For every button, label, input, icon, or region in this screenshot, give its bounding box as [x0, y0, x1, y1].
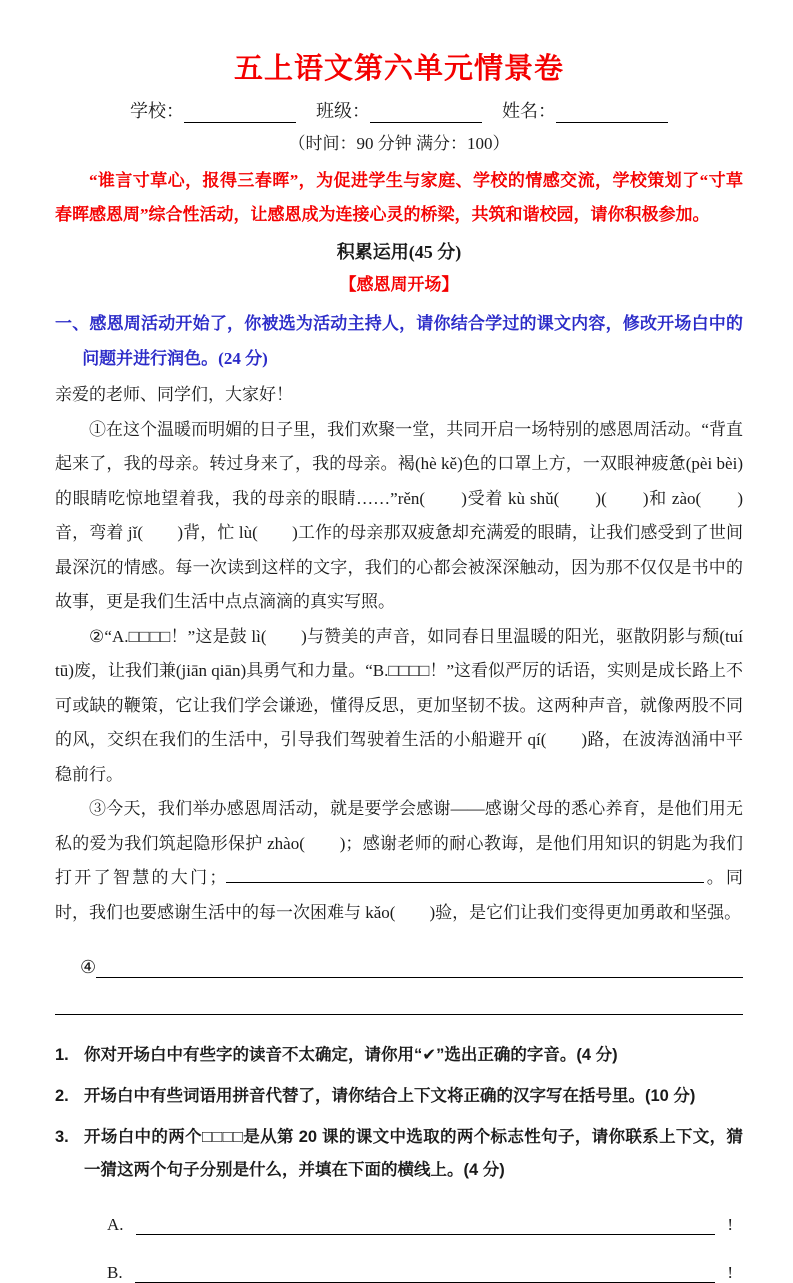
class-field [316, 97, 496, 123]
question-2 [55, 1080, 743, 1113]
page-title: 五上语文第六单元情景卷 [233, 53, 564, 85]
name-label: 姓名： [502, 101, 556, 121]
answer-a-suffix: ! [727, 1215, 733, 1234]
answer-b-suffix: ! [727, 1263, 733, 1282]
question-1-text: 你对开场白中有些字的读音不太确定，请你用“✔”选出正确的字音。(4 分) [84, 1046, 618, 1064]
speech-greeting: 亲爱的老师、同学们，大家好！ [55, 385, 293, 404]
intro-paragraph: “谁言寸草心，报得三春晖”，为促进学生与家庭、学校的情感交流，学校策划了“寸草春晖感恩周”综合性活动，让感恩成为连接心灵的桥梁，共筑和谐校园，请你积极参加。 [55, 171, 743, 224]
answer-line-a [107, 1207, 733, 1235]
opening-speech [55, 378, 743, 930]
school-blank-line [184, 102, 296, 123]
class-label: 班级： [316, 101, 370, 121]
question-3 [55, 1121, 743, 1187]
class-blank-line [370, 102, 482, 123]
answer-a-blank-line [136, 1216, 716, 1235]
answer-b-label: B. [107, 1263, 123, 1282]
paragraph-4-blank-line [96, 958, 743, 978]
answer-line-b [107, 1255, 733, 1283]
paragraph-4-marker: ④ [80, 957, 97, 977]
question-list [55, 1039, 743, 1187]
section-title: 积累运用(45 分) [336, 242, 462, 262]
continuation-blank-line [55, 1014, 743, 1015]
speech-paragraph-3 [55, 792, 743, 930]
inline-answer-blank [226, 865, 704, 883]
question-2-number: 2. [55, 1087, 69, 1105]
answer-a-label: A. [107, 1215, 124, 1234]
question-3-text: 开场白中的两个□□□□是从第 20 课的课文中选取的两个标志性句子，请你联系上下文，猜一猜这两个句子分别是什么，并填在下面的横线上。(4 分) [84, 1128, 743, 1179]
answer-b-blank-line [135, 1264, 716, 1283]
question-1-number: 1. [55, 1046, 69, 1064]
school-field [130, 97, 310, 123]
subsection-title: 【感恩周开场】 [339, 275, 459, 294]
speech-paragraph-1: ①在这个温暖而明媚的日子里，我们欢聚一堂，共同开启一场特别的感恩周活动。“背直起来了，我的母亲。转过身来了，我的母亲。褐(hè kě)色的口罩上方，一双眼神疲惫(pèi bèi)的眼睛吃惊地望着我，我的母亲的眼睛……”rěn( )受着 kù shǔ( )( )和 zào( )音，弯着 jǐ( )背，忙 lù( )工作的母亲那双疲惫却充满爱的眼睛，让我们感受到了世间最深沉的情感。每一次读到这样的文字，我们的心都会被深深触动，因为那不仅仅是书中的故事，更是我们生活中点点滴滴的真实写照。 [55, 419, 743, 611]
question-2-text: 开场白中有些词语用拼音代替了，请你结合上下文将正确的汉字写在括号里。(10 分) [84, 1087, 696, 1105]
question-1 [55, 1039, 743, 1072]
question-3-number: 3. [55, 1128, 69, 1146]
name-field [502, 97, 668, 123]
speech-paragraph-4-row [80, 944, 743, 978]
school-label: 学校： [130, 101, 184, 121]
task1-heading: 一、感恩周活动开始了，你被选为活动主持人，请你结合学过的课文内容，修改开场白中的问题并进行润色。(24 分) [55, 314, 743, 368]
student-info-row [55, 97, 743, 123]
name-blank-line [556, 102, 668, 123]
speech-paragraph-3-before-blank: ③今天，我们举办感恩周活动，就是要学会感谢——感谢父母的悉心养育，是他们用无私的爱为我们筑起隐形保护 zhào( )；感谢老师的耐心教诲，是他们用知识的钥匙为我们打开了智慧的大门； [55, 799, 743, 887]
speech-paragraph-2: ②“A.□□□□！”这是鼓 lì( )与赞美的声音，如同春日里温暖的阳光，驱散阴影与颓(tuí tū)废，让我们兼(jiān qiān)具勇气和力量。“B.□□□□！”这看似严厉的话语，实则是成长路上不可或缺的鞭策，它让我们学会谦逊，懂得反思，更加坚韧不拔。这两种声音，就像两股不同的风，交织在我们的生活中，引导我们驾驶着生活的小船避开 qí( )路，在波涛汹涌中平稳前行。 [55, 626, 743, 784]
speech-paragraph-3-after-blank: 。同时，我们也要感谢生活中的每一次困难与 kǎo( )验，是它们让我们变得更加勇敢和坚强。 [55, 868, 744, 922]
exam-time-score-info: （时间：90 分钟 满分：100） [288, 134, 510, 153]
